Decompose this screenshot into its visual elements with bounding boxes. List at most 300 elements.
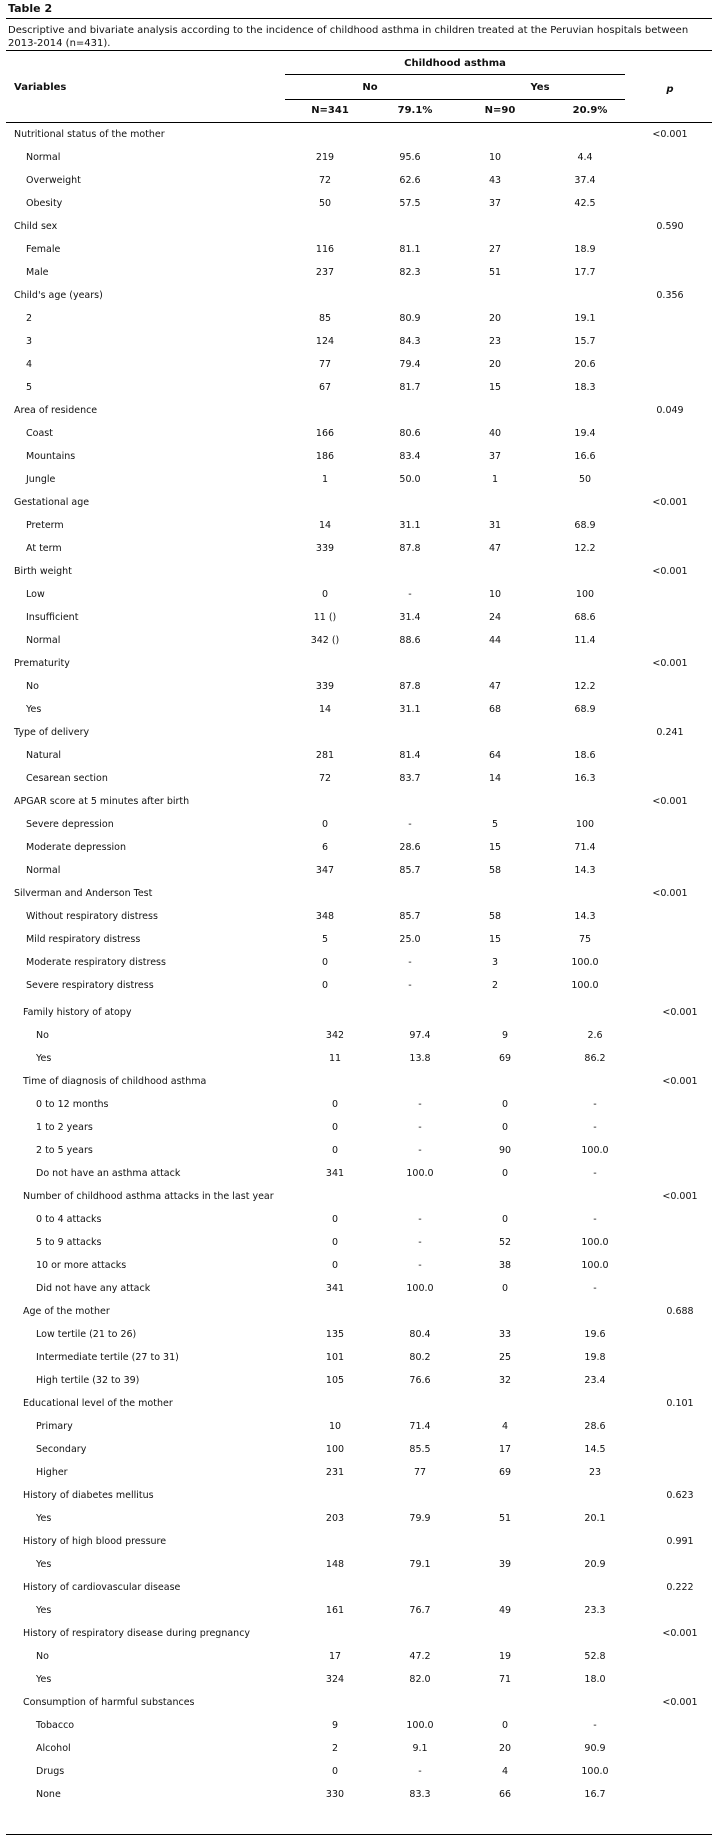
cell-n-no: 17 [328, 1651, 342, 1662]
cell-pct-yes: 28.6 [584, 1421, 606, 1432]
table-row [0, 243, 719, 257]
cell-n-yes: 4 [501, 1766, 509, 1777]
table-row [0, 1604, 719, 1618]
table-row [0, 542, 719, 556]
cell-n-no: 1 [321, 474, 329, 485]
cell-p-value: <0.001 [652, 129, 688, 140]
cell-pct-no: 62.6 [399, 175, 421, 186]
row-label: History of high blood pressure [23, 1536, 167, 1547]
cell-pct-yes: 50 [578, 474, 592, 485]
cell-pct-yes: 18.0 [584, 1674, 606, 1685]
cell-p-value: 0.101 [666, 1398, 694, 1409]
cell-n-yes: 10 [488, 152, 502, 163]
cell-n-no: 100 [325, 1444, 345, 1455]
row-label: Nutritional status of the mother [14, 129, 165, 140]
row-label: Primary [36, 1421, 73, 1432]
table-row [0, 1673, 719, 1687]
cell-n-yes: 69 [498, 1053, 512, 1064]
cell-pct-no: - [418, 1099, 422, 1110]
cell-pct-no: 76.7 [409, 1605, 431, 1616]
row-label: Coast [26, 428, 53, 439]
row-label: Higher [36, 1467, 68, 1478]
row-label: Natural [26, 750, 62, 761]
table-row [0, 1052, 719, 1066]
row-label: Area of residence [14, 405, 98, 416]
category-row [0, 1305, 719, 1319]
cell-n-yes: 37 [488, 451, 502, 462]
row-label: Low [26, 589, 45, 600]
cell-n-no: 14 [318, 520, 332, 531]
table-row [0, 174, 719, 188]
cell-pct-yes: 23 [588, 1467, 602, 1478]
row-label: Do not have an asthma attack [36, 1168, 181, 1179]
cell-n-yes: 52 [498, 1237, 512, 1248]
header-no: No [362, 82, 378, 93]
category-row [0, 1397, 719, 1411]
table-row [0, 335, 719, 349]
table-row [0, 1512, 719, 1526]
cell-n-no: 203 [325, 1513, 345, 1524]
cell-pct-no: 85.7 [399, 865, 421, 876]
row-label: No [36, 1651, 49, 1662]
cell-pct-no: 80.2 [409, 1352, 431, 1363]
row-label: History of diabetes mellitus [23, 1490, 154, 1501]
cell-n-yes: 0 [501, 1283, 509, 1294]
row-label: Yes [36, 1513, 52, 1524]
row-label: Alcohol [36, 1743, 71, 1754]
cell-n-yes: 33 [498, 1329, 512, 1340]
category-row [0, 795, 719, 809]
cell-pct-yes: - [593, 1099, 597, 1110]
category-row [0, 1006, 719, 1020]
cell-pct-yes: 17.7 [574, 267, 596, 278]
cell-n-yes: 68 [488, 704, 502, 715]
cell-n-yes: 90 [498, 1145, 512, 1156]
cell-n-no: 0 [321, 980, 329, 991]
cell-pct-yes: 2.6 [587, 1030, 603, 1041]
cell-n-yes: 44 [488, 635, 502, 646]
cell-pct-yes: 14.3 [574, 865, 596, 876]
cell-pct-no: 97.4 [409, 1030, 431, 1041]
cell-pct-yes: 16.3 [574, 773, 596, 784]
cell-pct-no: 31.1 [399, 520, 421, 531]
category-row [0, 1535, 719, 1549]
cell-n-no: 77 [318, 359, 332, 370]
cell-n-yes: 40 [488, 428, 502, 439]
cell-n-yes: 23 [488, 336, 502, 347]
cell-p-value: 0.356 [656, 290, 684, 301]
row-label: 3 [26, 336, 33, 347]
cell-n-no: 72 [318, 773, 332, 784]
cell-pct-yes: 19.4 [574, 428, 596, 439]
row-label: History of cardiovascular disease [23, 1582, 181, 1593]
cell-n-no: 341 [325, 1283, 345, 1294]
row-label: Educational level of the mother [23, 1398, 173, 1409]
cell-n-yes: 66 [498, 1789, 512, 1800]
cell-pct-yes: 14.5 [584, 1444, 606, 1455]
cell-pct-yes: 19.6 [584, 1329, 606, 1340]
cell-n-yes: 17 [498, 1444, 512, 1455]
cell-n-no: 348 [315, 911, 335, 922]
category-row [0, 1489, 719, 1503]
row-label: Mild respiratory distress [26, 934, 141, 945]
cell-pct-no: - [418, 1237, 422, 1248]
table-row [0, 1351, 719, 1365]
cell-pct-no: - [418, 1122, 422, 1133]
row-label: 4 [26, 359, 33, 370]
cell-pct-no: 80.9 [399, 313, 421, 324]
cell-n-yes: 20 [488, 359, 502, 370]
row-label: Normal [26, 865, 61, 876]
row-label: Birth weight [14, 566, 72, 577]
row-label: 5 [26, 382, 33, 393]
row-label: Child's age (years) [14, 290, 103, 301]
cell-n-yes: 38 [498, 1260, 512, 1271]
cell-n-yes: 0 [501, 1168, 509, 1179]
table-row [0, 1282, 719, 1296]
cell-pct-yes: 100 [575, 589, 595, 600]
cell-n-yes: 58 [488, 911, 502, 922]
cell-pct-no: 85.7 [399, 911, 421, 922]
cell-n-no: 124 [315, 336, 335, 347]
row-label: 10 or more attacks [36, 1260, 127, 1271]
cell-pct-yes: 20.1 [584, 1513, 606, 1524]
cell-pct-no: 100.0 [406, 1283, 434, 1294]
row-label: None [36, 1789, 61, 1800]
cell-pct-no: 80.6 [399, 428, 421, 439]
cell-pct-no: 81.7 [399, 382, 421, 393]
row-label: Moderate depression [26, 842, 127, 853]
table-row [0, 749, 719, 763]
cell-pct-no: 81.4 [399, 750, 421, 761]
cell-pct-yes: 16.6 [574, 451, 596, 462]
cell-n-no: 0 [331, 1260, 339, 1271]
cell-pct-yes: 12.2 [574, 543, 596, 554]
category-row [0, 1075, 719, 1089]
cell-n-no: 72 [318, 175, 332, 186]
cell-n-no: 0 [321, 589, 329, 600]
cell-pct-no: 100.0 [406, 1720, 434, 1731]
cell-n-no: 342 [325, 1030, 345, 1041]
category-row [0, 1696, 719, 1710]
cell-n-yes: 0 [501, 1720, 509, 1731]
row-label: Without respiratory distress [26, 911, 158, 922]
cell-n-no: 0 [331, 1099, 339, 1110]
cell-n-no: 339 [315, 681, 335, 692]
header-p: p [666, 84, 674, 95]
cell-pct-yes: 12.2 [574, 681, 596, 692]
cell-pct-yes: - [593, 1720, 597, 1731]
category-row [0, 726, 719, 740]
row-label: Silverman and Anderson Test [14, 888, 153, 899]
cell-n-no: 0 [331, 1237, 339, 1248]
cell-pct-no: - [408, 819, 412, 830]
cell-pct-yes: 100.0 [581, 1766, 609, 1777]
cell-p-value: 0.688 [666, 1306, 694, 1317]
cell-pct-no: 71.4 [409, 1421, 431, 1432]
table-row [0, 1650, 719, 1664]
table-row [0, 1742, 719, 1756]
cell-pct-no: 87.8 [399, 681, 421, 692]
cell-pct-yes: 20.6 [574, 359, 596, 370]
cell-pct-no: 47.2 [409, 1651, 431, 1662]
row-label: APGAR score at 5 minutes after birth [14, 796, 190, 807]
cell-n-no: 67 [318, 382, 332, 393]
cell-pct-no: - [418, 1145, 422, 1156]
category-row [0, 220, 719, 234]
row-label: Cesarean section [26, 773, 108, 784]
cell-p-value: 0.991 [666, 1536, 694, 1547]
cell-pct-yes: 52.8 [584, 1651, 606, 1662]
row-label: Yes [26, 704, 42, 715]
cell-pct-no: 57.5 [399, 198, 421, 209]
row-label: Drugs [36, 1766, 65, 1777]
category-row [0, 1190, 719, 1204]
cell-pct-yes: 86.2 [584, 1053, 606, 1064]
cell-pct-no: 95.6 [399, 152, 421, 163]
cell-n-no: 0 [331, 1122, 339, 1133]
cell-n-no: 10 [328, 1421, 342, 1432]
cell-p-value: <0.001 [652, 796, 688, 807]
cell-pct-yes: - [593, 1283, 597, 1294]
cell-pct-yes: 11.4 [574, 635, 596, 646]
cell-n-yes: 71 [498, 1674, 512, 1685]
cell-pct-no: 9.1 [412, 1743, 428, 1754]
table-row [0, 1466, 719, 1480]
row-label: Mountains [26, 451, 76, 462]
cell-pct-yes: 19.8 [584, 1352, 606, 1363]
row-label: Moderate respiratory distress [26, 957, 166, 968]
cell-n-yes: 27 [488, 244, 502, 255]
table-row [0, 358, 719, 372]
cell-n-yes: 15 [488, 934, 502, 945]
cell-pct-no: 13.8 [409, 1053, 431, 1064]
table-row [0, 1213, 719, 1227]
row-label: Female [26, 244, 61, 255]
row-label: No [26, 681, 39, 692]
cell-n-no: 148 [325, 1559, 345, 1570]
cell-n-yes: 15 [488, 842, 502, 853]
cell-p-value: <0.001 [652, 658, 688, 669]
cell-pct-yes: 100.0 [581, 1237, 609, 1248]
cell-pct-yes: 100.0 [571, 957, 599, 968]
cell-n-yes: 32 [498, 1375, 512, 1386]
row-label: Tobacco [36, 1720, 75, 1731]
cell-n-yes: 64 [488, 750, 502, 761]
cell-n-yes: 31 [488, 520, 502, 531]
cell-n-yes: 51 [488, 267, 502, 278]
table-row [0, 450, 719, 464]
cell-pct-no: 31.1 [399, 704, 421, 715]
cell-pct-no: 80.4 [409, 1329, 431, 1340]
table-row [0, 1788, 719, 1802]
category-row [0, 657, 719, 671]
table-row [0, 1420, 719, 1434]
cell-p-value: 0.049 [656, 405, 684, 416]
cell-n-no: 281 [315, 750, 335, 761]
table-row [0, 772, 719, 786]
cell-n-yes: 58 [488, 865, 502, 876]
cell-p-value: <0.001 [662, 1007, 698, 1018]
table-bottom-rule [6, 1834, 712, 1835]
cell-pct-no: 83.4 [399, 451, 421, 462]
row-label: Yes [36, 1674, 52, 1685]
row-label: 5 to 9 attacks [36, 1237, 102, 1248]
table-row [0, 1236, 719, 1250]
cell-n-yes: 19 [498, 1651, 512, 1662]
row-label: 2 to 5 years [36, 1145, 93, 1156]
header-yes: Yes [530, 82, 550, 93]
cell-n-yes: 20 [498, 1743, 512, 1754]
row-label: Number of childhood asthma attacks in the last year [23, 1191, 274, 1202]
row-label: Severe respiratory distress [26, 980, 154, 991]
cell-pct-yes: 23.3 [584, 1605, 606, 1616]
row-label: Insufficient [26, 612, 79, 623]
cell-n-yes: 51 [498, 1513, 512, 1524]
cell-pct-no: 79.9 [409, 1513, 431, 1524]
row-label: Jungle [26, 474, 56, 485]
cell-n-yes: 69 [498, 1467, 512, 1478]
cell-n-no: 166 [315, 428, 335, 439]
table-row [0, 1167, 719, 1181]
cell-pct-no: - [408, 589, 412, 600]
cell-n-yes: 25 [498, 1352, 512, 1363]
table-row [0, 1121, 719, 1135]
row-label: Male [26, 267, 49, 278]
row-label: Intermediate tertile (27 to 31) [36, 1352, 179, 1363]
table-row [0, 1558, 719, 1572]
category-row [0, 565, 719, 579]
table-row [0, 703, 719, 717]
table-row [0, 151, 719, 165]
cell-pct-yes: 90.9 [584, 1743, 606, 1754]
cell-pct-no: 79.1 [409, 1559, 431, 1570]
cell-n-no: 135 [325, 1329, 345, 1340]
cell-pct-yes: 100.0 [571, 980, 599, 991]
table-row [0, 588, 719, 602]
row-label: At term [26, 543, 62, 554]
cell-pct-yes: 19.1 [574, 313, 596, 324]
cell-pct-no: 100.0 [406, 1168, 434, 1179]
cell-n-yes: 0 [501, 1214, 509, 1225]
cell-n-yes: 24 [488, 612, 502, 623]
cell-n-no: 0 [321, 819, 329, 830]
row-label: Secondary [36, 1444, 87, 1455]
cell-n-no: 101 [325, 1352, 345, 1363]
table-row [0, 611, 719, 625]
table-row [0, 864, 719, 878]
cell-pct-yes: 100.0 [581, 1145, 609, 1156]
table-row [0, 1765, 719, 1779]
row-label: 0 to 12 months [36, 1099, 109, 1110]
cell-pct-no: 25.0 [399, 934, 421, 945]
cell-pct-yes: 68.6 [574, 612, 596, 623]
row-label: Normal [26, 635, 61, 646]
cell-pct-yes: 23.4 [584, 1375, 606, 1386]
cell-n-yes: 0 [501, 1099, 509, 1110]
table-row [0, 197, 719, 211]
row-label: Overweight [26, 175, 81, 186]
cell-pct-no: - [418, 1214, 422, 1225]
cell-n-no: 0 [331, 1145, 339, 1156]
cell-p-value: <0.001 [652, 497, 688, 508]
row-label: Normal [26, 152, 61, 163]
table-row [0, 818, 719, 832]
cell-pct-no: 82.0 [409, 1674, 431, 1685]
cell-pct-no: - [408, 980, 412, 991]
cell-n-no: 85 [318, 313, 332, 324]
cell-n-yes: 37 [488, 198, 502, 209]
cell-pct-yes: 68.9 [574, 520, 596, 531]
cell-n-no: 342 () [310, 635, 340, 646]
cell-p-value: <0.001 [662, 1697, 698, 1708]
table-row [0, 1144, 719, 1158]
cell-pct-no: - [408, 957, 412, 968]
cell-n-yes: 15 [488, 382, 502, 393]
cell-n-yes: 10 [488, 589, 502, 600]
table-row [0, 427, 719, 441]
cell-pct-yes: 4.4 [577, 152, 593, 163]
table-row [0, 1098, 719, 1112]
table-row [0, 1029, 719, 1043]
cell-n-yes: 5 [491, 819, 499, 830]
header-n-no: N=341 [311, 105, 349, 116]
cell-pct-no: 83.7 [399, 773, 421, 784]
cell-n-no: 116 [315, 244, 335, 255]
row-label: Did not have any attack [36, 1283, 151, 1294]
cell-pct-yes: 75 [578, 934, 592, 945]
cell-pct-yes: 100.0 [581, 1260, 609, 1271]
table-row [0, 956, 719, 970]
cell-pct-no: 77 [413, 1467, 427, 1478]
cell-pct-yes: 68.9 [574, 704, 596, 715]
row-label: Obesity [26, 198, 63, 209]
category-row [0, 1581, 719, 1595]
table-title: Table 2 [8, 2, 53, 15]
cell-n-yes: 47 [488, 543, 502, 554]
table-row [0, 841, 719, 855]
table-caption: Descriptive and bivariate analysis according to the incidence of childhood asthma in children treated at the Peruvian hospitals between 2013-2014 (n=431). [8, 25, 689, 49]
cell-n-no: 9 [331, 1720, 339, 1731]
row-label: 2 [26, 313, 33, 324]
row-label: Yes [36, 1053, 52, 1064]
cell-pct-no: 85.5 [409, 1444, 431, 1455]
header-pct-no: 79.1% [397, 105, 433, 116]
cell-pct-no: - [418, 1766, 422, 1777]
table-row [0, 473, 719, 487]
table-row [0, 1719, 719, 1733]
table-row [0, 381, 719, 395]
cell-n-no: 5 [321, 934, 329, 945]
row-label: Age of the mother [23, 1306, 110, 1317]
row-label: Severe depression [26, 819, 114, 830]
cell-n-no: 0 [331, 1766, 339, 1777]
table-row [0, 1374, 719, 1388]
cell-pct-no: 28.6 [399, 842, 421, 853]
cell-n-no: 219 [315, 152, 335, 163]
cell-pct-yes: - [593, 1122, 597, 1133]
cell-pct-yes: 42.5 [574, 198, 596, 209]
cell-p-value: <0.001 [652, 888, 688, 899]
cell-n-no: 6 [321, 842, 329, 853]
cell-n-no: 11 [328, 1053, 342, 1064]
cell-n-yes: 39 [498, 1559, 512, 1570]
cell-n-no: 341 [325, 1168, 345, 1179]
cell-pct-no: 76.6 [409, 1375, 431, 1386]
cell-p-value: 0.623 [666, 1490, 694, 1501]
row-label: Child sex [14, 221, 58, 232]
cell-n-yes: 14 [488, 773, 502, 784]
